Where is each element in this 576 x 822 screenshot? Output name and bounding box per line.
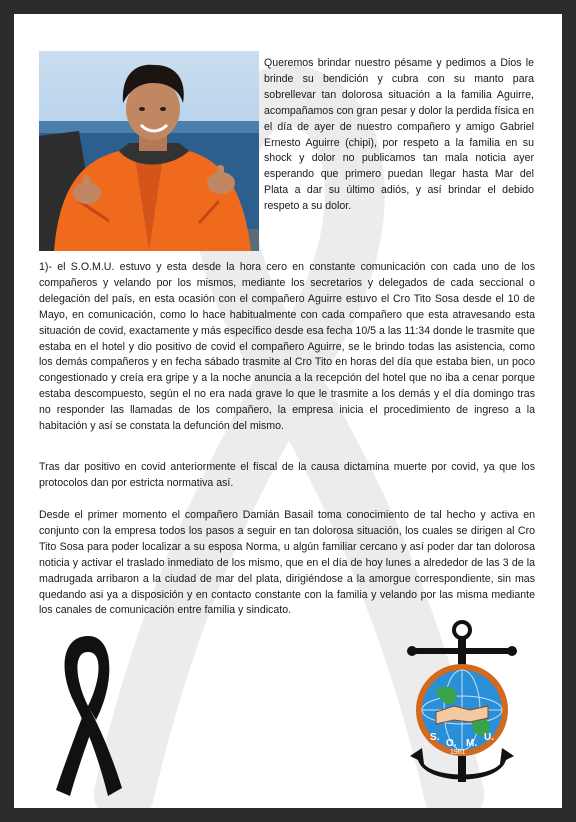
logo-year: 1961 bbox=[450, 749, 466, 756]
logo-letter-o: O. bbox=[446, 738, 457, 749]
body-paragraph-1: 1)- el S.O.M.U. estuvo y esta desde la hora cero en constante comunicación con cada uno de los compañeros y velando por los mismos, mediante los secretarios y delegados de cada seccional o delegación del país, en esta ocasión con el compañero Aguirre estuvo el Cro Tito Sosa desde el 10 de Mayo, en comunicación, como lo hace habitualmente con cada compañero que esta atravesando esta situación de covid, exactamente y más específico desde esa fecha 10/5 a las 11:34 donde le trasmite que estaba en el hotel y dio positivo de covid el compañero Aguirre, se le brindo todas las asistencia, como los demás compañeros y en fecha sábado trasmite al Cro Tito en horas del día que estaba bien, un poco congestionado y creía era gripe y a la noche anuncia a la recepción del hotel que no iba a cenar porque estaba descompuesto, según el no era nada grave lo que le trasmite a los demás y el día domingo tras no responder las llamadas de los compañero, la empresa inicia el procedimiento de ingreso a la habitación y así se constata la defunción del mismo. bbox=[39, 261, 535, 433]
memorial-photo bbox=[39, 51, 259, 251]
logo-letter-s: S. bbox=[430, 732, 440, 743]
body-paragraph-2: Tras dar positivo en covid anteriormente el fiscal de la causa dictamina muerte por covid, ya que los protocolos dan por estricta normativa así. bbox=[39, 461, 535, 489]
logo-letter-m: M. bbox=[466, 738, 478, 749]
body-paragraph-3: Desde el primer momento el compañero Damián Basail toma conocimiento de tal hecho y activa en conjunto con la empresa todos los pasos a seguir en tan dolorosa situación, los cuales se dirigen al Cro Tito Sosa para poder localizar a su esposa Norma, u algún familiar cercano y así poder dar tan dolorosa noticia y activar el traslado inmediato de los mismo, que en el día de hoy lunes a alrededor de las 3 de la madrugada arribaron a la ciudad de mar del plata, dirigiéndose a la amorgue correspondiente, sin mas quedando asi ya a disposición y en contacto constante con la familia y velando por las misma mediante los canales de comunicación entre familia y sindicato. bbox=[39, 509, 535, 617]
somu-emblem bbox=[402, 618, 526, 788]
document-page bbox=[14, 14, 562, 808]
mourning-ribbon-icon bbox=[48, 630, 128, 800]
intro-paragraph: Queremos brindar nuestro pésame y pedimos a Dios le brinde su bendición y cubra con su manto para sobrellevar tan dolorosa situación a la familia Aguirre, acompañamos con gran pesar y dolor la perdida física en el día de ayer de nuestro compañero y amigo Gabriel Ernesto Aguirre (chipi), por respeto a la familia en su shock y dolor no publicamos tan mala noticia ayer esperando que primero puedan llegar hasta Mar del Plata a dar su último adiós, y así brindar el debido respeto a su dolor. bbox=[264, 57, 534, 213]
logo-letter-u: U. bbox=[484, 732, 494, 743]
